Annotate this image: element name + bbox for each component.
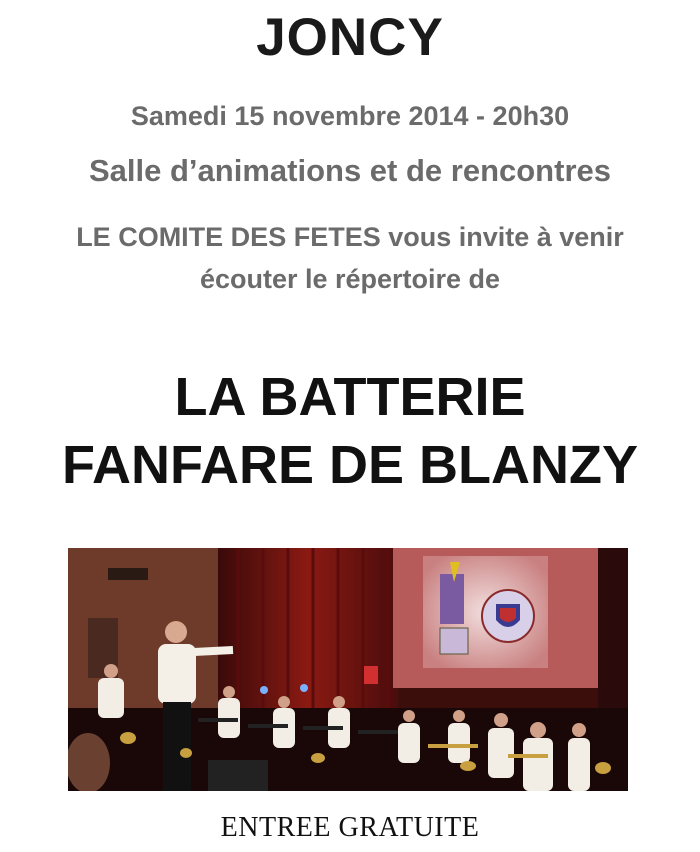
event-date: Samedi 15 novembre 2014 - 20h30 xyxy=(130,101,570,131)
invite-line-2: écouter le répertoire de xyxy=(199,264,501,294)
concert-photo xyxy=(68,548,628,791)
invite-line-1: LE COMITE DES FETES vous invite à venir xyxy=(76,222,624,252)
town-title: JONCY xyxy=(256,8,444,67)
entry-free-notice: ENTREE GRATUITE xyxy=(220,812,480,843)
band-name-line-2: FANFARE DE BLANZY xyxy=(61,435,639,495)
event-venue: Salle d’animations et de rencontres xyxy=(89,153,611,188)
band-name-line-1: LA BATTERIE xyxy=(174,367,526,427)
